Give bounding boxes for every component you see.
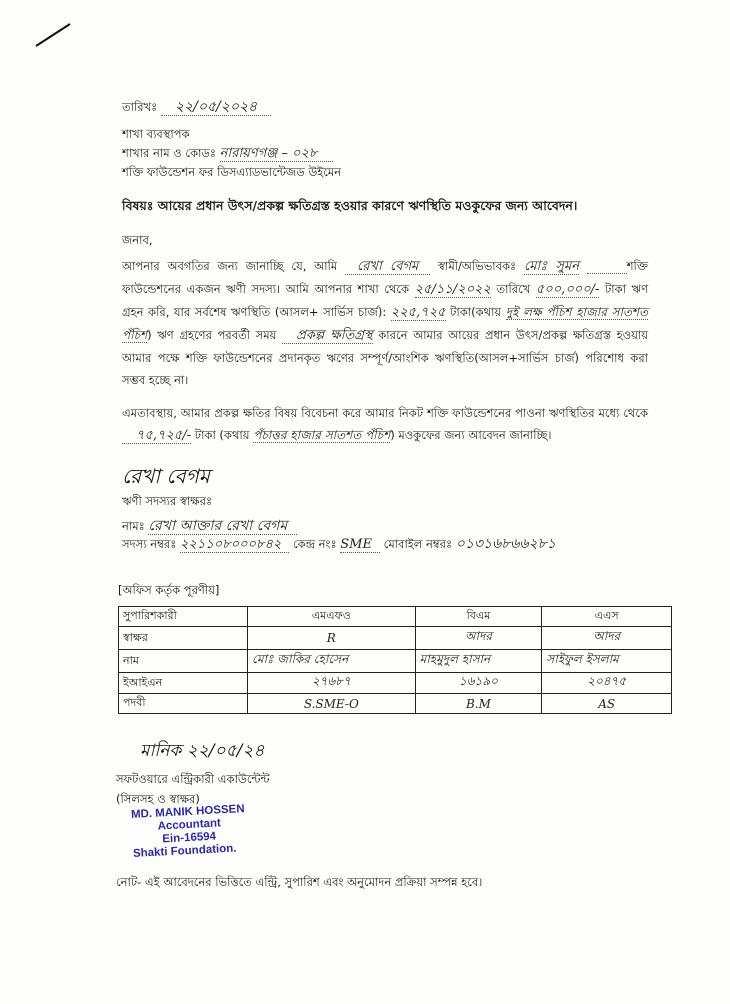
mobile-value: ০১৩১৬৮৬৬২৮১ [455, 536, 556, 552]
p2-text-b: টাকা (কথায় [194, 428, 250, 442]
col-bm: বিএম [415, 607, 542, 627]
member-no-label: সদস্য নম্বরঃ [122, 537, 177, 551]
stamp-designation: Accountant [157, 817, 222, 833]
col-as: এএস [542, 607, 672, 627]
mfo-signature: R [248, 627, 416, 650]
applicant-name: রেখা বেগম [345, 259, 430, 275]
footer-note: নোট- এই আবেদনের ভিত্তিতে এন্ট্রি, সুপারিশ এবং অনুমোদন প্রক্রিয়া সম্পন্ন হবে। [116, 875, 483, 889]
date-label: তারিখঃ [122, 100, 158, 114]
balance-in-words: দুই লক্ষ পঁচিশ হাজার সাতশত পঁচিশ [122, 305, 649, 342]
row-label: স্বাক্ষর [119, 627, 248, 650]
member-name-label: নামঃ [122, 519, 145, 533]
recipient-title: শাখা ব্যবস্থাপক [122, 127, 190, 141]
table-row [119, 673, 672, 694]
accountant-signature: মানিক ২২/০৫/২৪ [140, 741, 265, 761]
mfo-ein: ২৭৬৮৭ [248, 673, 416, 694]
member-signature-label: ঋণী সদস্যর স্বাক্ষরঃ [122, 494, 213, 508]
bm-designation: B.M [415, 694, 542, 714]
row-label: ইআইএন [119, 673, 248, 694]
branch-value: নারায়ণগঞ্জ – ০২৮ [220, 146, 334, 162]
branch-line [122, 144, 333, 165]
mfo-designation: S.SME-O [248, 694, 416, 714]
bm-ein: ১৬১৯০ [415, 673, 542, 694]
loan-balance: ২২৫,৭২৫ [390, 305, 446, 320]
p1-text-f: টাকা(কথায় [450, 305, 502, 319]
member-signature: রেখা বেগম [122, 464, 210, 488]
loan-amount: ৫০০,০০০/- [535, 282, 600, 297]
p1-text-c: শক্তি ফাউন্ডেশনের একজন ঋণী সদস্য। আমি আপনার শাখা থেকে [122, 259, 648, 296]
row-label: নাম [119, 650, 248, 673]
body-paragraph-2 [122, 402, 648, 447]
as-ein: ২০৪৭৫ [542, 673, 672, 694]
bm-name: মাহমুদুল হাসান [415, 650, 542, 673]
mobile-label: মোবাইল নম্বরঃ [383, 537, 453, 551]
office-table-header [119, 607, 672, 627]
stamp-organization: Shakti Foundation. [132, 842, 237, 860]
damage-reason: প্রকল্প ক্ষতিগ্রস্থ [282, 328, 373, 344]
stamp-ein: Ein-16594 [162, 830, 217, 846]
member-no-value: ২২১১০৮০০০৮৪২ [180, 537, 289, 553]
waiver-amount: ৭৫,৭২৫/- [122, 428, 191, 444]
subject-line: বিষয়ঃ আয়ের প্রধান উৎস/প্রকল্প ক্ষতিগ্রস্ত হওয়ার কারণে ঋণস্থিতি মওকুফের জন্য আবেদন। [122, 198, 578, 213]
table-row [119, 627, 672, 650]
guardian-name: মোঃ সুমন [523, 259, 579, 274]
member-id-line [122, 532, 556, 556]
office-section-heading: [অফিস কর্তৃক পূরণীয়] [118, 583, 220, 597]
as-signature: আদর [542, 627, 672, 650]
p1-text-e: টাকা ঋণ গ্রহন করি, যার সর্বশেষ ঋণস্থিতি (আসল+ সার্ভিস চার্জ): [122, 282, 649, 319]
member-name-value: রেখা আক্তার রেখা বেগম [148, 518, 297, 535]
accountant-seal-stamp [131, 803, 247, 861]
as-name: সাইফুল ইসলাম [542, 650, 672, 673]
col-mfo: এমএফও [248, 607, 416, 627]
waiver-in-words: পঁচাত্তর হাজার সাতশত পঁচিশ [253, 428, 391, 442]
p2-text-c: ) মওকুফের জন্য আবেদন জানাচ্ছি। [390, 428, 552, 442]
organization-name: শক্তি ফাউন্ডেশন ফর ডিসএ্যাডভান্টেজড উইমেন [122, 165, 342, 179]
center-value: SME [340, 537, 380, 553]
p1-text-b: স্বামী/অভিভাবকঃ [438, 259, 517, 273]
p1-text-h: কারনে আমার আয়ের প্রধান উৎস/প্রকল্প ক্ষতিগ্রস্ত হওয়ায় আমার পক্ষে শক্তি ফাউন্ডেশনের প্রদানকৃত ঋণের সম্পূর্ণ/আংশিক ঋণস্থিতি(আসল+সার্ভিস চার্জ) পরিশোধ করা সম্ভব হচ্ছে না। [122, 328, 649, 387]
col-recommender: সুপারিশকারী [119, 607, 248, 627]
mfo-name: মোঃ জাকির হোসেন [248, 650, 416, 673]
center-label: কেন্দ্র নংঃ [293, 537, 337, 551]
p1-dots [587, 259, 627, 274]
pen-stroke-mark [34, 22, 72, 48]
p2-text-a: এমতাবস্থায়, আমার প্রকল্প ক্ষতির বিষয় বিবেচনা করে আমার নিকট শক্তি ফাউন্ডেশনের পাওনা ঋণস্থিতির মধ্যে থেকে [122, 406, 648, 420]
p1-text-d: তারিখে [496, 282, 531, 296]
branch-label: শাখার নাম ও কোডঃ [122, 146, 217, 160]
loan-date: ২৫/১১/২০২২ [414, 282, 491, 297]
salutation: জনাব, [122, 233, 153, 247]
date-value: ২২/০৫/২০২৪ [161, 99, 271, 116]
bm-signature: আদর [415, 627, 542, 650]
office-table [118, 606, 672, 714]
accountant-title: সফটওয়ারে এন্ট্রিকারী একাউন্টেন্ট [116, 772, 270, 786]
stamp-name: MD. MANIK HOSSEN [130, 803, 245, 821]
body-paragraph-1 [122, 255, 648, 391]
table-row [119, 694, 672, 714]
p1-text-g: ) ঋণ গ্রহণের পরবর্তী সময় [147, 328, 277, 342]
as-designation: AS [542, 694, 672, 714]
date-line [122, 95, 271, 119]
row-label: পদবী [119, 694, 248, 714]
table-row [119, 650, 672, 673]
accountant-note: (সিলসহ ও স্বাক্ষর) [116, 792, 200, 806]
p1-text-a: আপনার অবগতির জন্য জানাচ্ছি যে, আমি [122, 259, 338, 273]
